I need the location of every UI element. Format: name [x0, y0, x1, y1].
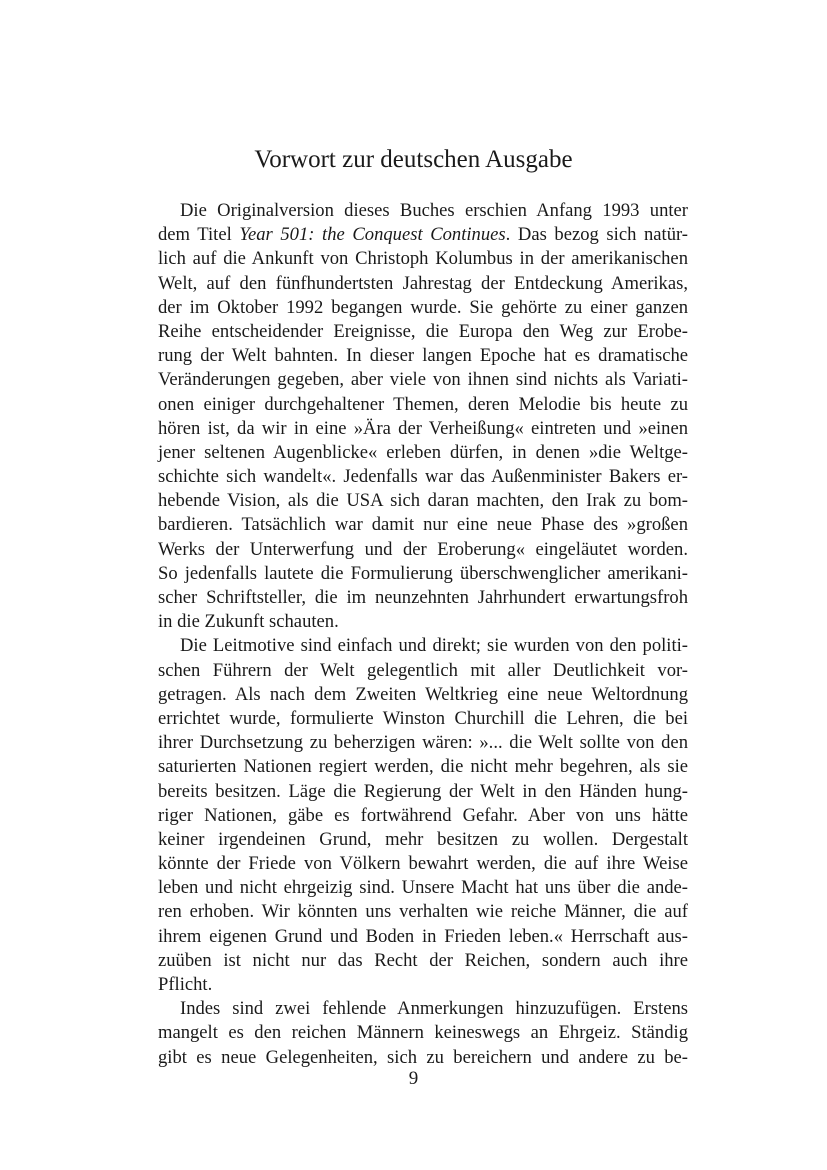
text-line-content: gibt es neue Gelegenheiten, sich zu bereichern und andere zu be- [158, 1046, 688, 1068]
text-line [158, 586, 688, 610]
text-line [158, 900, 688, 924]
text-line-content: So jedenfalls lautete die Formulierung überschwenglicher amerikani- [158, 562, 688, 584]
text-line-content: Welt, auf den fünfhundertsten Jahrestag der Entdeckung Amerikas, [158, 272, 688, 294]
text-line-content: Die Originalversion dieses Buches erschien Anfang 1993 unter [180, 200, 688, 221]
text-line-content: mangelt es den reichen Männern keineswegs an Ehrgeiz. Ständig [158, 1022, 688, 1044]
text-line-content: leben und nicht ehrgeizig sind. Unsere Macht hat uns über die ande- [158, 877, 688, 899]
text-line [158, 755, 688, 779]
text-line [158, 393, 688, 417]
text-line-content: hören ist, da wir in eine »Ära der Verheißung« eintreten und »einen [158, 417, 688, 439]
text-line-content: getragen. Als nach dem Zweiten Weltkrieg eine neue Weltordnung [158, 683, 688, 705]
text-line [158, 707, 688, 731]
chapter-body [158, 199, 688, 1070]
text-line [158, 320, 688, 344]
text-line [158, 610, 688, 634]
text-line [158, 634, 688, 658]
text-line-content: saturierten Nationen regiert werden, die nicht mehr begehren, als sie [158, 756, 688, 778]
text-line [158, 441, 688, 465]
text-line [158, 247, 688, 271]
text-line-content: keiner irgendeinen Grund, mehr besitzen zu wollen. Dergestalt [158, 828, 688, 850]
text-line-content: ihrer Durchsetzung zu beherzigen wären: »... die Welt sollte von den [158, 732, 688, 754]
text-line-content: Reihe entscheidender Ereignisse, die Europa den Weg zur Erobe- [158, 320, 688, 342]
text-line [158, 997, 688, 1021]
text-line-content: Werks der Unterwerfung und der Eroberung« eingeläutet worden. [158, 538, 688, 560]
text-line-content: hebende Vision, als die USA sich daran machten, den Irak zu bom- [158, 490, 688, 512]
text-line-content: ihrem eigenen Grund und Boden in Frieden leben.« Herrschaft aus- [158, 925, 688, 947]
text-line-content: der im Oktober 1992 begangen wurde. Sie gehörte zu einer ganzen [158, 296, 688, 318]
text-line-content: jener seltenen Augenblicke« erleben dürfen, in denen »die Weltge- [158, 441, 688, 463]
page-number: 9 [408, 1068, 419, 1089]
text-line [158, 272, 688, 296]
text-line-content: Pflicht. [158, 974, 213, 995]
text-line [158, 828, 688, 852]
text-line [158, 223, 688, 247]
text-line [158, 538, 688, 562]
text-line [158, 683, 688, 707]
text-line-content: in die Zukunft schauten. [158, 611, 339, 633]
text-line [158, 344, 688, 368]
text-line-content: errichtet wurde, formulierte Winston Churchill die Lehren, die bei [158, 707, 688, 729]
text-line-content: lich auf die Ankunft von Christoph Kolumbus in der amerikanischen [158, 248, 688, 270]
text-line-content: zuüben ist nicht nur das Recht der Reichen, sondern auch ihre [158, 949, 688, 971]
book-title-italic: Year 501: the Conquest Continues [239, 224, 506, 246]
text-line [158, 513, 688, 537]
text-line-content: Die Leitmotive sind einfach und direkt; sie wurden von den politi- [180, 635, 688, 657]
text-line [158, 852, 688, 876]
text-line [158, 925, 688, 949]
text-line [158, 465, 688, 489]
text-line-content: bereits besitzen. Läge die Regierung der Welt in den Händen hung- [158, 780, 688, 802]
text-line [158, 368, 688, 392]
text-line-content: bardieren. Tatsächlich war damit nur eine neue Phase des »großen [158, 514, 688, 536]
text-line-content: rung der Welt bahnten. In dieser langen Epoche hat es dramatische [158, 345, 688, 367]
chapter-title: Vorwort zur deutschen Ausgabe [254, 146, 573, 173]
text-line-content: ren erhoben. Wir könnten uns verhalten wie reiche Männer, die auf [158, 901, 688, 923]
text-line [158, 731, 688, 755]
text-line [158, 562, 688, 586]
text-line-content: scher Schriftsteller, die im neunzehnten Jahrhundert erwartungsfroh [158, 587, 688, 608]
text-line-content: schen Führern der Welt gelegentlich mit aller Deutlichkeit vor- [158, 659, 688, 681]
text-line-content: Indes sind zwei fehlende Anmerkungen hinzuzufügen. Erstens [180, 998, 688, 1020]
text-line [158, 804, 688, 828]
text-line [158, 876, 688, 900]
text-line-content: könnte der Friede von Völkern bewahrt werden, die auf ihre Weise [158, 853, 688, 875]
text-line-content: Veränderungen gegeben, aber viele von ihnen sind nichts als Variati- [158, 369, 688, 391]
text-line [158, 489, 688, 513]
text-line [158, 1021, 688, 1045]
text-line [158, 973, 688, 997]
text-line [158, 296, 688, 320]
text-line-content: dem Titel [158, 224, 240, 246]
text-line [158, 780, 688, 804]
text-line [158, 949, 688, 973]
text-line-content: schichte sich wandelt«. Jedenfalls war das Außenminister Bakers er- [158, 466, 688, 488]
text-line [158, 659, 688, 683]
text-line [158, 199, 688, 223]
text-line [158, 417, 688, 441]
text-line-content: onen einiger durchgehaltener Themen, deren Melodie bis heute zu [158, 393, 688, 415]
text-line-content: riger Nationen, gäbe es fortwährend Gefahr. Aber von uns hätte [158, 804, 688, 826]
text-line-content: . Das bezog sich natür- [505, 224, 688, 246]
